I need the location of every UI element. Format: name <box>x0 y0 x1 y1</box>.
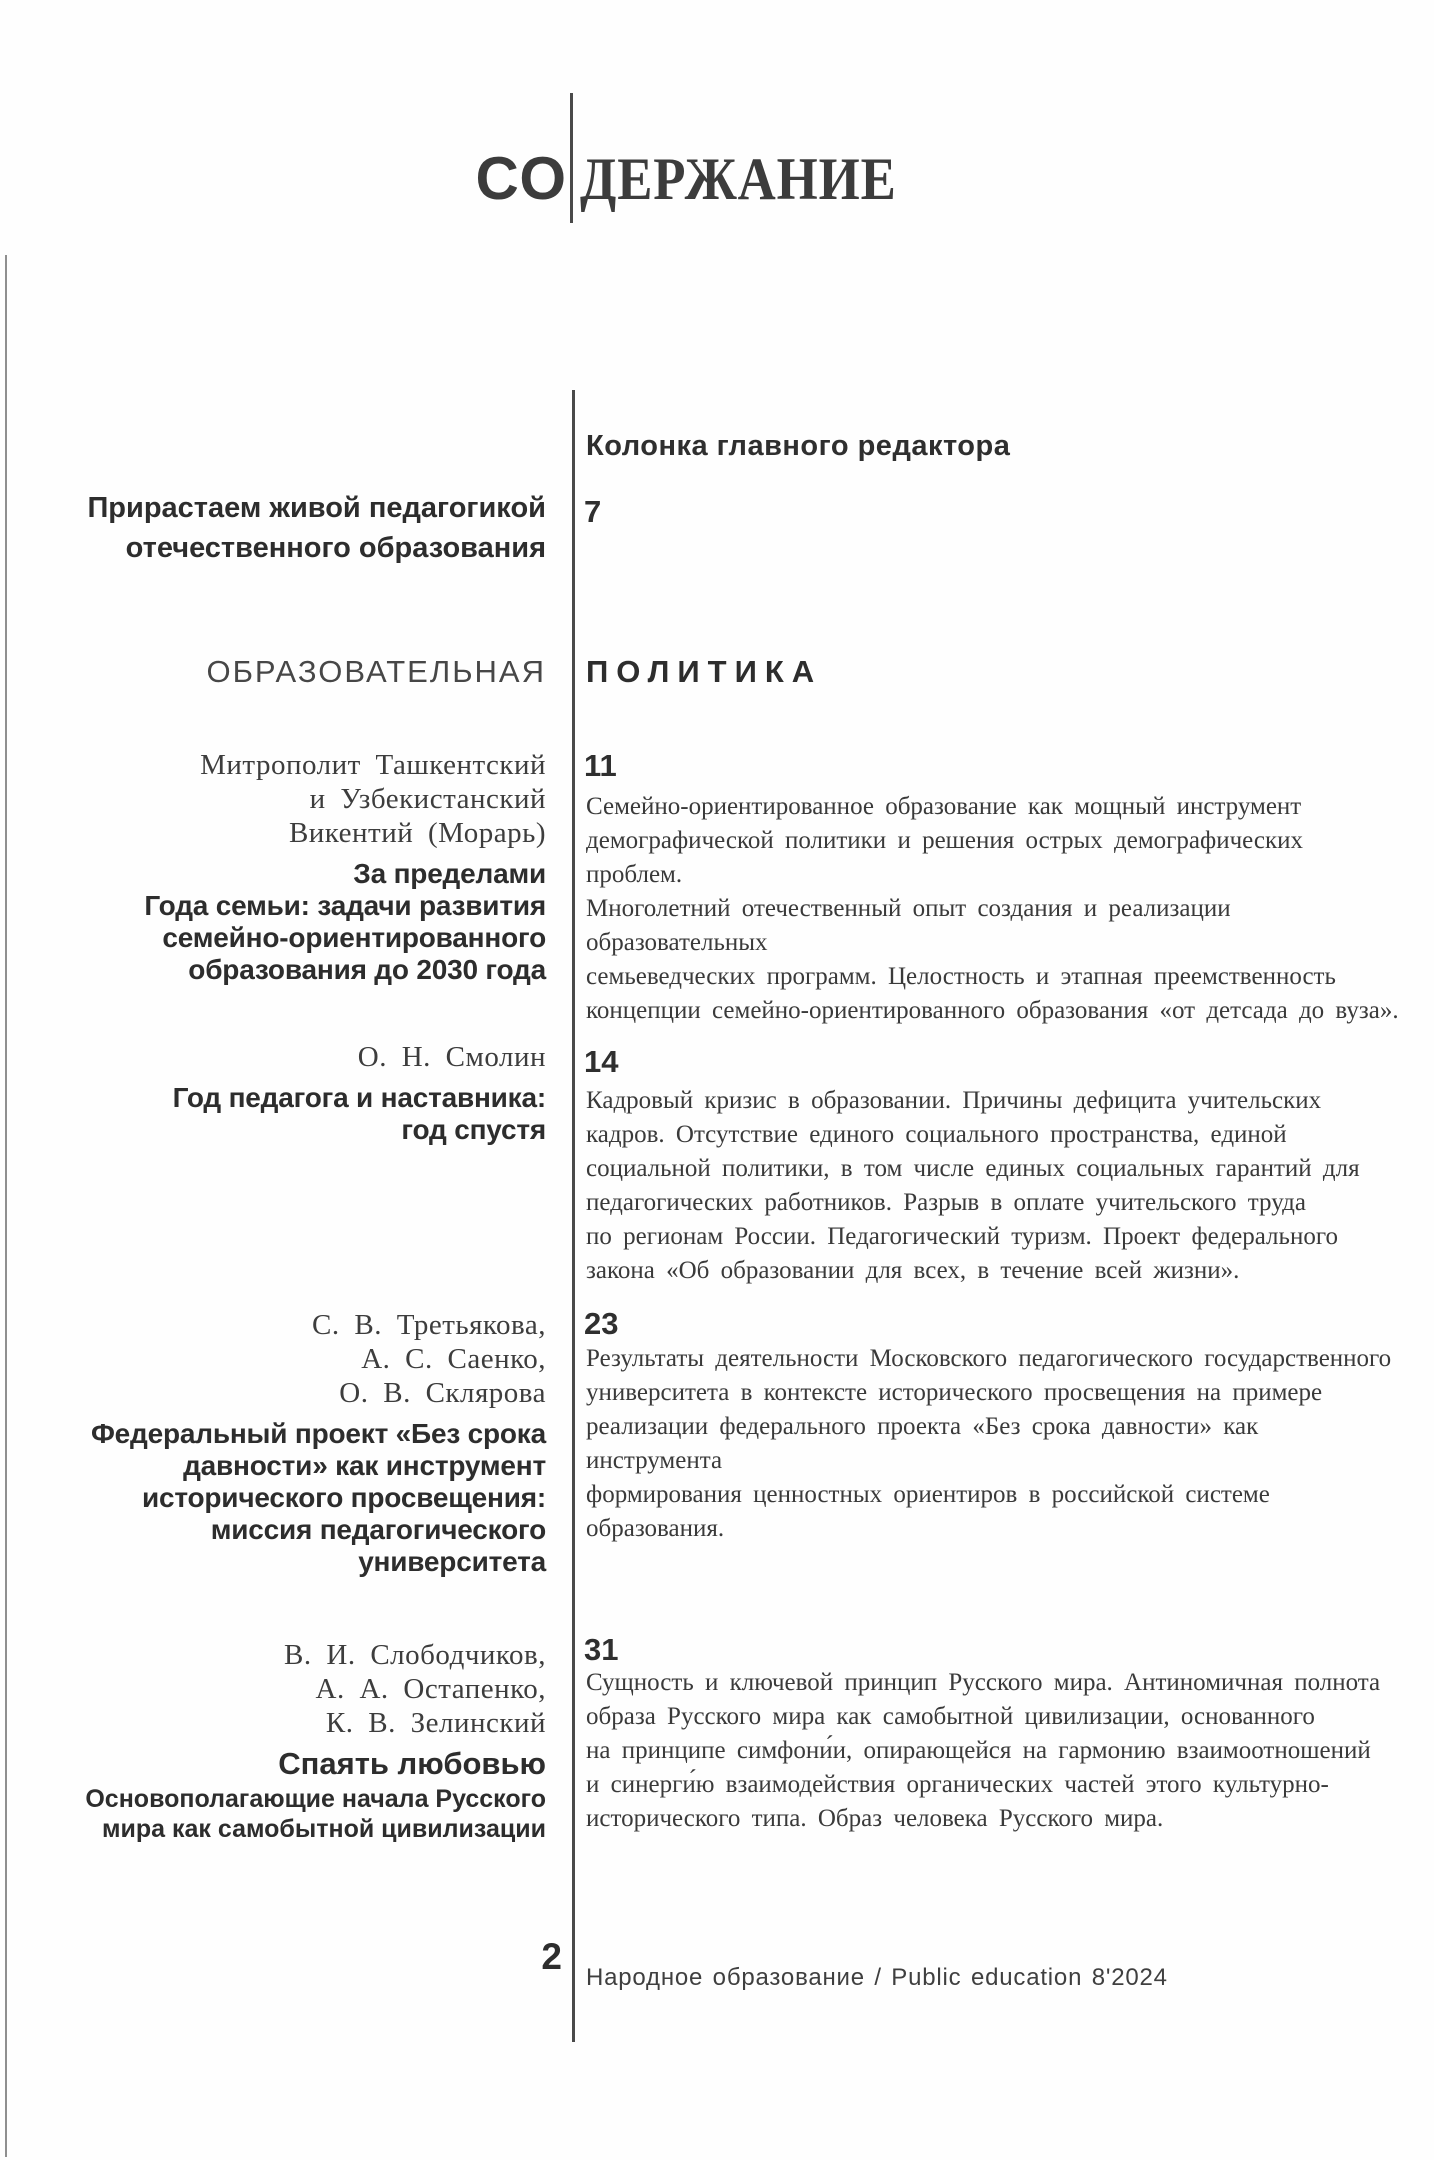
author-line: К. В. Зелинский <box>325 1707 546 1739</box>
entry-page-number: 31 <box>584 1632 619 1667</box>
entry-authors <box>60 748 546 850</box>
annotation-line: педагогических работников. Разрыв в оплате учительского труда <box>586 1189 1306 1216</box>
footer-journal-title: Народное образование / Public education 8'2024 <box>586 1964 1168 1991</box>
title-line: Год педагога и наставника: <box>172 1082 546 1113</box>
rubric-heading-editor-column: Колонка главного редактора <box>586 430 1011 462</box>
author-line: и Узбекистанский <box>309 783 546 815</box>
annotation-line: Кадровый кризис в образовании. Причины дефицита учительских <box>586 1087 1322 1114</box>
annotation-line: образа Русского мира как самобытной цивилизации, основанного <box>586 1703 1315 1730</box>
annotation-line: формирования ценностных ориентиров в российской системе <box>586 1481 1270 1508</box>
title-line: давности» как инструмент <box>183 1450 546 1481</box>
author-line: О. Н. Смолин <box>357 1041 546 1073</box>
page-title-left-part: СО <box>475 145 568 212</box>
annotation-line: Сущность и ключевой принцип Русского мира. Антиномичная полнота <box>586 1669 1381 1696</box>
author-line: Викентий (Морарь) <box>288 817 546 849</box>
title-line: университета <box>358 1546 546 1577</box>
author-line: А. А. Остапенко, <box>315 1673 546 1705</box>
toc-entry-1-left <box>60 748 546 986</box>
entry-title <box>60 1082 546 1146</box>
annotation-line: кадров. Отсутствие единого социального пространства, единой <box>586 1121 1287 1148</box>
entry-annotation <box>586 1342 1404 1546</box>
entry-title <box>60 1418 546 1578</box>
annotation-line: Семейно-ориентированное образование как мощный инструмент <box>586 793 1302 820</box>
annotation-line: по регионам России. Педагогический туризм. Проект федерального <box>586 1223 1338 1250</box>
title-line: отечественного образования <box>125 532 546 564</box>
annotation-line: университета в контексте исторического просвещения на примере <box>586 1379 1323 1406</box>
annotation-line: демографической политики и решения острых демографических проблем. <box>586 827 1303 888</box>
entry-annotation <box>586 1084 1404 1288</box>
title-line: Прирастаем живой педагогикой <box>87 492 546 524</box>
title-line: миссия педагогического <box>210 1514 546 1545</box>
subtitle-line: мира как самобытной цивилизации <box>102 1815 546 1843</box>
toc-entry-4-left <box>60 1638 546 1844</box>
author-line: О. В. Склярова <box>339 1377 546 1409</box>
editor-article-title <box>60 488 546 568</box>
scan-edge-artifact <box>5 255 7 2157</box>
annotation-line: социальной политики, в том числе единых социальных гарантий для <box>586 1155 1360 1182</box>
annotation-line: Результаты деятельности Московского педагогического государственного <box>586 1345 1392 1372</box>
entry-authors <box>60 1308 546 1410</box>
author-line: В. И. Слободчиков, <box>284 1639 546 1671</box>
author-line: А. С. Саенко, <box>361 1343 546 1375</box>
toc-entry-3-left <box>60 1308 546 1578</box>
page-title <box>0 146 1434 226</box>
title-line: год спустя <box>401 1114 546 1145</box>
annotation-line: закона «Об образовании для всех, в течение всей жизни». <box>586 1257 1240 1284</box>
title-line: исторического просвещения: <box>141 1482 546 1513</box>
editor-article-page-number: 7 <box>584 494 602 529</box>
section-heading-right: ПОЛИТИКА <box>586 654 823 689</box>
annotation-line: образования. <box>586 1515 725 1542</box>
author-line: Митрополит Ташкентский <box>200 749 546 781</box>
annotation-line: концепции семейно-ориентированного образования «от детсада до вуза». <box>586 997 1399 1024</box>
title-line: Года семьи: задачи развития <box>144 890 546 921</box>
annotation-line: семьеведческих программ. Целостность и этапная преемственность <box>586 963 1336 990</box>
section-heading-left: ОБРАЗОВАТЕЛЬНАЯ <box>206 654 546 689</box>
entry-page-number: 14 <box>584 1044 619 1079</box>
author-line: С. В. Третьякова, <box>312 1309 546 1341</box>
annotation-line: и синерги́ю взаимодействия органических частей этого культурно- <box>586 1771 1329 1798</box>
entry-authors <box>60 1040 546 1074</box>
entry-annotation <box>586 1666 1404 1836</box>
entry-page-number: 11 <box>584 748 617 783</box>
entry-annotation <box>586 790 1404 1028</box>
toc-entry-2-left <box>60 1040 546 1146</box>
annotation-line: исторического типа. Образ человека Русского мира. <box>586 1805 1164 1832</box>
title-line: Спаять любовью <box>278 1746 546 1781</box>
entry-page-number: 23 <box>584 1306 619 1341</box>
subtitle-line: Основополагающие начала Русского <box>85 1785 546 1813</box>
footer-page-number: 2 <box>541 1936 562 1977</box>
annotation-line: реализации федерального проекта «Без срока давности» как инструмента <box>586 1413 1259 1474</box>
page-title-right-part: ДЕРЖАНИЕ <box>580 146 897 212</box>
title-line: Федеральный проект «Без срока <box>90 1418 546 1449</box>
entry-authors <box>60 1638 546 1740</box>
entry-subtitle <box>60 1784 546 1844</box>
column-divider-line <box>572 390 575 2042</box>
entry-title <box>60 858 546 986</box>
title-line: образования до 2030 года <box>188 954 546 985</box>
title-line: семейно-ориентированного <box>162 922 546 953</box>
title-line: За пределами <box>353 858 546 889</box>
annotation-line: Многолетний отечественный опыт создания и реализации образовательных <box>586 895 1231 956</box>
annotation-line: на принципе симфони́и, опирающейся на гармонию взаимоотношений <box>586 1737 1371 1764</box>
entry-title <box>60 1746 546 1782</box>
